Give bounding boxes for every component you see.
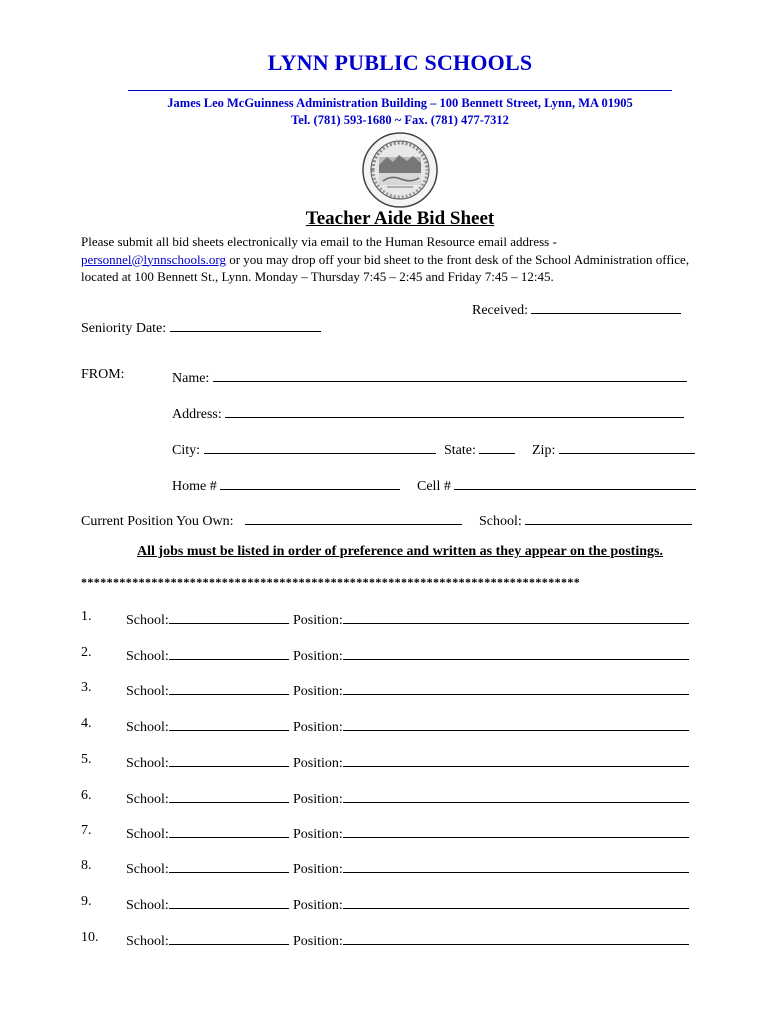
preference-row xyxy=(81,609,701,627)
email-link[interactable]: personnel@lynnschools.org xyxy=(81,251,226,267)
school-label: School: xyxy=(126,649,169,664)
name-label: Name: xyxy=(172,371,210,386)
address-line: James Leo McGuinness Administration Building – 100 Bennett Street, Lynn, MA 01905 xyxy=(167,96,633,110)
school-label: School: xyxy=(126,827,169,842)
position-label: Position: xyxy=(293,898,343,913)
school-label: School: xyxy=(126,898,169,913)
seniority-blank[interactable] xyxy=(170,317,321,332)
name-field xyxy=(172,367,687,387)
state-field xyxy=(444,439,515,459)
school-label: School: xyxy=(126,684,169,699)
school-field xyxy=(126,788,289,808)
current-school-label: School: xyxy=(479,514,522,529)
school-blank[interactable] xyxy=(169,858,289,873)
position-blank[interactable] xyxy=(343,823,689,838)
current-position-blank[interactable] xyxy=(245,510,462,525)
phone-line: Tel. (781) 593-1680 ~ Fax. (781) 477-7312 xyxy=(291,113,509,127)
preference-row xyxy=(81,680,701,698)
received-label: Received: xyxy=(472,303,528,318)
separator-line: ****************************************************************************** xyxy=(81,575,581,589)
school-blank[interactable] xyxy=(169,930,289,945)
position-label: Position: xyxy=(293,934,343,949)
school-blank[interactable] xyxy=(169,645,289,660)
preference-number: 9. xyxy=(81,894,92,909)
name-blank[interactable] xyxy=(213,367,687,382)
header-divider xyxy=(128,90,672,91)
position-label: Position: xyxy=(293,827,343,842)
position-blank[interactable] xyxy=(343,645,689,660)
address-label: Address: xyxy=(172,407,222,422)
city-label: City: xyxy=(172,443,201,458)
preference-row xyxy=(81,894,701,912)
position-field xyxy=(293,894,689,914)
zip-blank[interactable] xyxy=(559,439,695,454)
current-position-field xyxy=(81,510,462,530)
position-field xyxy=(293,858,689,878)
instructions-text-continued: or you may drop off your bid sheet to the front desk of the School Administration office, located at 100 Bennett St., Lynn. Monday – Thursday 7:45 – 2:45 and Friday 7:45 – 12:45. xyxy=(81,251,690,284)
school-blank[interactable] xyxy=(169,788,289,803)
zip-label: Zip: xyxy=(532,443,556,458)
org-name: LYNN PUBLIC SCHOOLS xyxy=(267,50,533,75)
position-blank[interactable] xyxy=(343,609,689,624)
preference-number: 10. xyxy=(81,930,99,945)
school-field xyxy=(126,823,289,843)
position-field xyxy=(293,752,689,772)
position-field xyxy=(293,645,689,665)
preference-number: 2. xyxy=(81,645,92,660)
state-label: State: xyxy=(444,443,476,458)
position-blank[interactable] xyxy=(343,788,689,803)
preference-number: 1. xyxy=(81,609,92,624)
cell-phone-label: Cell # xyxy=(417,479,451,494)
position-label: Position: xyxy=(293,792,343,807)
current-position-label: Current Position You Own: xyxy=(81,514,234,529)
position-field xyxy=(293,680,689,700)
received-blank[interactable] xyxy=(531,299,681,314)
school-label: School: xyxy=(126,613,169,628)
school-blank[interactable] xyxy=(169,823,289,838)
cell-phone-blank[interactable] xyxy=(454,475,696,490)
home-phone-field xyxy=(172,475,400,495)
zip-field xyxy=(532,439,695,459)
preference-number: 5. xyxy=(81,752,92,767)
city-field xyxy=(172,439,436,459)
preference-row xyxy=(81,823,701,841)
position-field xyxy=(293,609,689,629)
position-field xyxy=(293,823,689,843)
preference-number: 4. xyxy=(81,716,92,731)
preference-row xyxy=(81,645,701,663)
position-blank[interactable] xyxy=(343,858,689,873)
school-label: School: xyxy=(126,862,169,877)
position-field xyxy=(293,788,689,808)
instructions-text: Please submit all bid sheets electronically via email to the Human Resource email address - xyxy=(81,234,557,249)
preference-number: 3. xyxy=(81,680,92,695)
school-field xyxy=(126,930,289,950)
school-blank[interactable] xyxy=(169,752,289,767)
school-blank[interactable] xyxy=(169,680,289,695)
position-label: Position: xyxy=(293,862,343,877)
position-field xyxy=(293,716,689,736)
position-blank[interactable] xyxy=(343,752,689,767)
home-phone-blank[interactable] xyxy=(220,475,400,490)
preference-row xyxy=(81,752,701,770)
position-field xyxy=(293,930,689,950)
preference-number: 7. xyxy=(81,823,92,838)
school-field xyxy=(126,716,289,736)
school-blank[interactable] xyxy=(169,716,289,731)
school-field xyxy=(126,894,289,914)
city-blank[interactable] xyxy=(204,439,436,454)
preference-number: 8. xyxy=(81,858,92,873)
preference-row xyxy=(81,716,701,734)
position-blank[interactable] xyxy=(343,894,689,909)
position-label: Position: xyxy=(293,720,343,735)
state-blank[interactable] xyxy=(479,439,515,454)
school-label: School: xyxy=(126,792,169,807)
current-school-blank[interactable] xyxy=(525,510,692,525)
position-label: Position: xyxy=(293,756,343,771)
position-blank[interactable] xyxy=(343,930,689,945)
position-label: Position: xyxy=(293,613,343,628)
school-blank[interactable] xyxy=(169,894,289,909)
address-blank[interactable] xyxy=(225,403,684,418)
preference-notice: All jobs must be listed in order of preference and written as they appear on the postings. xyxy=(137,544,663,559)
school-field xyxy=(126,645,289,665)
current-school-field xyxy=(479,510,692,530)
position-blank[interactable] xyxy=(343,716,689,731)
school-label: School: xyxy=(126,720,169,735)
school-field xyxy=(126,680,289,700)
seniority-label: Seniority Date: xyxy=(81,321,167,336)
seniority-field xyxy=(81,317,321,337)
preference-row xyxy=(81,858,701,876)
home-phone-label: Home # xyxy=(172,479,217,494)
school-field xyxy=(126,858,289,878)
city-seal-icon xyxy=(361,131,439,209)
received-field xyxy=(472,299,681,319)
preference-number: 6. xyxy=(81,788,92,803)
school-field xyxy=(126,752,289,772)
school-label: School: xyxy=(126,756,169,771)
cell-phone-field xyxy=(417,475,696,495)
document-title: Teacher Aide Bid Sheet xyxy=(305,208,495,229)
school-label: School: xyxy=(126,934,169,949)
preference-row xyxy=(81,930,701,948)
address-field xyxy=(172,403,684,423)
position-label: Position: xyxy=(293,684,343,699)
position-blank[interactable] xyxy=(343,680,689,695)
from-label: FROM: xyxy=(81,367,125,382)
school-field xyxy=(126,609,289,629)
school-blank[interactable] xyxy=(169,609,289,624)
preference-row xyxy=(81,788,701,806)
position-label: Position: xyxy=(293,649,343,664)
instructions-paragraph xyxy=(81,233,721,286)
